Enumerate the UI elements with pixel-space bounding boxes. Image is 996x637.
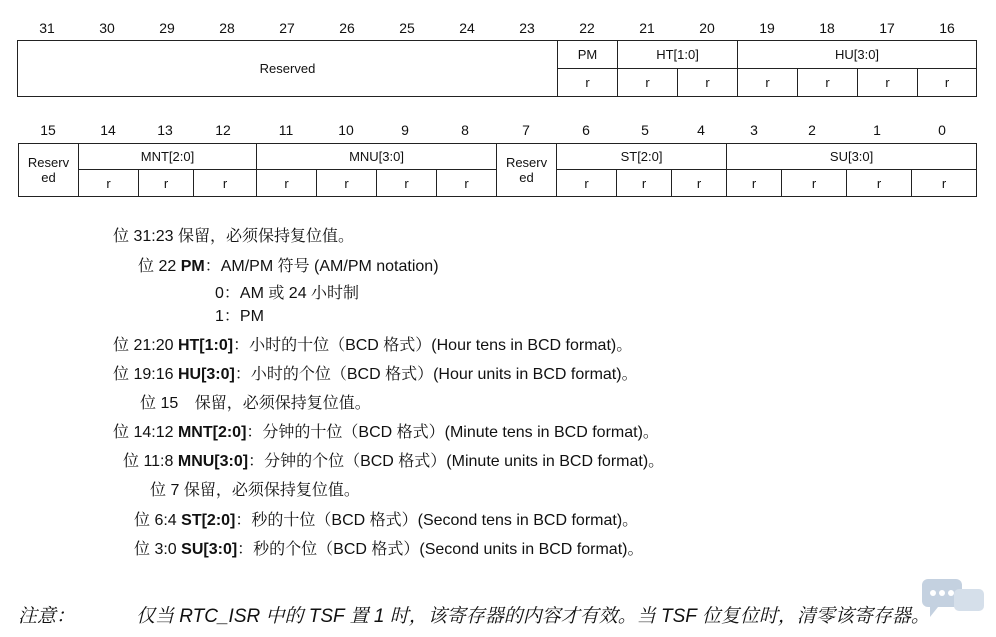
- access-cell: r: [557, 170, 617, 197]
- bit-number: 29: [159, 20, 175, 36]
- pm-field: PM: [558, 41, 618, 69]
- bit-number: 5: [641, 122, 649, 138]
- reserved-field: Reserved: [18, 41, 558, 97]
- mnu-field: MNU[3:0]: [257, 144, 497, 170]
- bit-number: 30: [99, 20, 115, 36]
- bit-number: 25: [399, 20, 415, 36]
- field-name: ST[2:0]: [181, 512, 236, 529]
- desc-line-pm-0: [215, 283, 359, 305]
- bit-range: 位 11:8: [123, 453, 174, 470]
- bit-number: 18: [819, 20, 835, 36]
- access-cell: r: [918, 69, 977, 97]
- field-name: PM: [180, 258, 205, 275]
- desc-line-22: [138, 256, 439, 278]
- access-cell: r: [79, 170, 139, 197]
- bit-number: 20: [699, 20, 715, 36]
- field-name: SU[3:0]: [181, 541, 238, 558]
- access-cell: r: [618, 69, 678, 97]
- desc-text: 0：AM 或 24 小时制: [215, 285, 360, 302]
- register-table-low: [18, 143, 977, 197]
- bit-number: 16: [939, 20, 955, 36]
- bit-number: 22: [579, 20, 595, 36]
- field-name: HU[3:0]: [177, 366, 235, 383]
- desc-text: 保留，必须保持复位值。: [183, 482, 360, 499]
- desc-line-21-20: [113, 335, 632, 357]
- access-cell: r: [194, 170, 257, 197]
- bit-number: 10: [338, 122, 354, 138]
- bit-number: 14: [100, 122, 116, 138]
- bit-number: 28: [219, 20, 235, 36]
- desc-line-6-4: [134, 510, 638, 532]
- bit-number: 1: [873, 122, 881, 138]
- desc-text: ：秒的个位（BCD 格式）(Second units in BCD format)。: [237, 541, 644, 558]
- desc-line-15: [140, 393, 371, 415]
- bit-number: 8: [461, 122, 469, 138]
- bit-number: 21: [639, 20, 655, 36]
- bit-number: 13: [157, 122, 173, 138]
- access-cell: r: [672, 170, 727, 197]
- bit-range: 位 7: [150, 482, 180, 499]
- st-field: ST[2:0]: [557, 144, 727, 170]
- access-cell: r: [858, 69, 918, 97]
- reserved-label-part1: Reserv: [27, 155, 70, 170]
- note-text: 仅当 RTC_ISR 中的 TSF 置 1 时，该寄存器的内容才有效。当 TSF 位复位时，清零该寄存器。: [136, 606, 930, 627]
- desc-text: 保留，必须保持复位值。: [177, 228, 354, 245]
- reserved-label-part2: ed: [519, 170, 534, 185]
- bit-range: 位 22: [138, 258, 177, 275]
- access-cell: r: [317, 170, 377, 197]
- bit-range: 位 6:4: [134, 512, 177, 529]
- field-name: MNT[2:0]: [177, 424, 247, 441]
- access-cell: r: [847, 170, 912, 197]
- access-cell: r: [617, 170, 672, 197]
- bit-number: 9: [401, 122, 409, 138]
- bit-range: 位 21:20: [113, 337, 174, 354]
- bit-number: 24: [459, 20, 475, 36]
- desc-line-19-16: [113, 364, 638, 386]
- reserved-label-part1: Reserv: [505, 155, 548, 170]
- access-cell: r: [437, 170, 497, 197]
- bit-range: 位 3:0: [134, 541, 177, 558]
- access-cell: r: [558, 69, 618, 97]
- desc-text: 保留，必须保持复位值。: [194, 395, 371, 412]
- ht-field: HT[1:0]: [618, 41, 738, 69]
- bit-number: 7: [522, 122, 530, 138]
- desc-text: ：秒的十位（BCD 格式）(Second tens in BCD format)。: [235, 512, 639, 529]
- access-cell: r: [377, 170, 437, 197]
- desc-line-pm-1: [215, 306, 264, 328]
- access-cell: r: [738, 69, 798, 97]
- bit-number: 31: [39, 20, 55, 36]
- bit-number: 11: [278, 122, 294, 138]
- reserved-field: [19, 144, 79, 197]
- bit-number: 19: [759, 20, 775, 36]
- bit-number: 27: [279, 20, 295, 36]
- mnt-field: MNT[2:0]: [79, 144, 257, 170]
- access-cell: r: [727, 170, 782, 197]
- register-table-high: [17, 40, 977, 97]
- note-label: 注意：: [18, 606, 76, 627]
- bit-number: 15: [40, 122, 56, 138]
- desc-text: 1：PM: [215, 308, 264, 325]
- hu-field: HU[3:0]: [738, 41, 977, 69]
- bit-number: 2: [808, 122, 816, 138]
- desc-text: ：小时的十位（BCD 格式）(Hour tens in BCD format)。: [233, 337, 633, 354]
- bit-number: 26: [339, 20, 355, 36]
- access-cell: r: [912, 170, 977, 197]
- bit-number: 17: [879, 20, 895, 36]
- field-name: MNU[3:0]: [177, 453, 249, 470]
- access-cell: r: [782, 170, 847, 197]
- desc-line-14-12: [113, 422, 659, 444]
- desc-text: ：AM/PM 符号 (AM/PM notation): [204, 258, 439, 275]
- su-field: SU[3:0]: [727, 144, 977, 170]
- reserved-label-part2: ed: [41, 170, 56, 185]
- bit-number: 0: [938, 122, 946, 138]
- desc-text: ：小时的个位（BCD 格式）(Hour units in BCD format)。: [234, 366, 638, 383]
- field-name: HT[1:0]: [177, 337, 234, 354]
- bit-range: 位 14:12: [113, 424, 174, 441]
- desc-line-3-0: [134, 539, 643, 561]
- bit-range: 位 31:23: [113, 228, 174, 245]
- desc-text: ：分钟的个位（BCD 格式）(Minute units in BCD format)。: [248, 453, 665, 470]
- bit-number: 6: [582, 122, 590, 138]
- desc-text: ：分钟的十位（BCD 格式）(Minute tens in BCD format)。: [246, 424, 659, 441]
- bit-range: 位 19:16: [113, 366, 174, 383]
- bit-range: 位 15: [140, 395, 179, 412]
- reserved-field: [497, 144, 557, 197]
- bit-number: 3: [750, 122, 758, 138]
- note: [18, 601, 930, 628]
- desc-line-11-8: [123, 451, 664, 473]
- access-cell: r: [139, 170, 194, 197]
- bit-number: 12: [215, 122, 231, 138]
- desc-line-7: [150, 480, 360, 502]
- desc-line-31-23: [113, 226, 354, 248]
- bit-number: 23: [519, 20, 535, 36]
- access-cell: r: [257, 170, 317, 197]
- chat-bubble-icon: [918, 571, 988, 631]
- access-cell: r: [678, 69, 738, 97]
- bit-number: 4: [697, 122, 705, 138]
- access-cell: r: [798, 69, 858, 97]
